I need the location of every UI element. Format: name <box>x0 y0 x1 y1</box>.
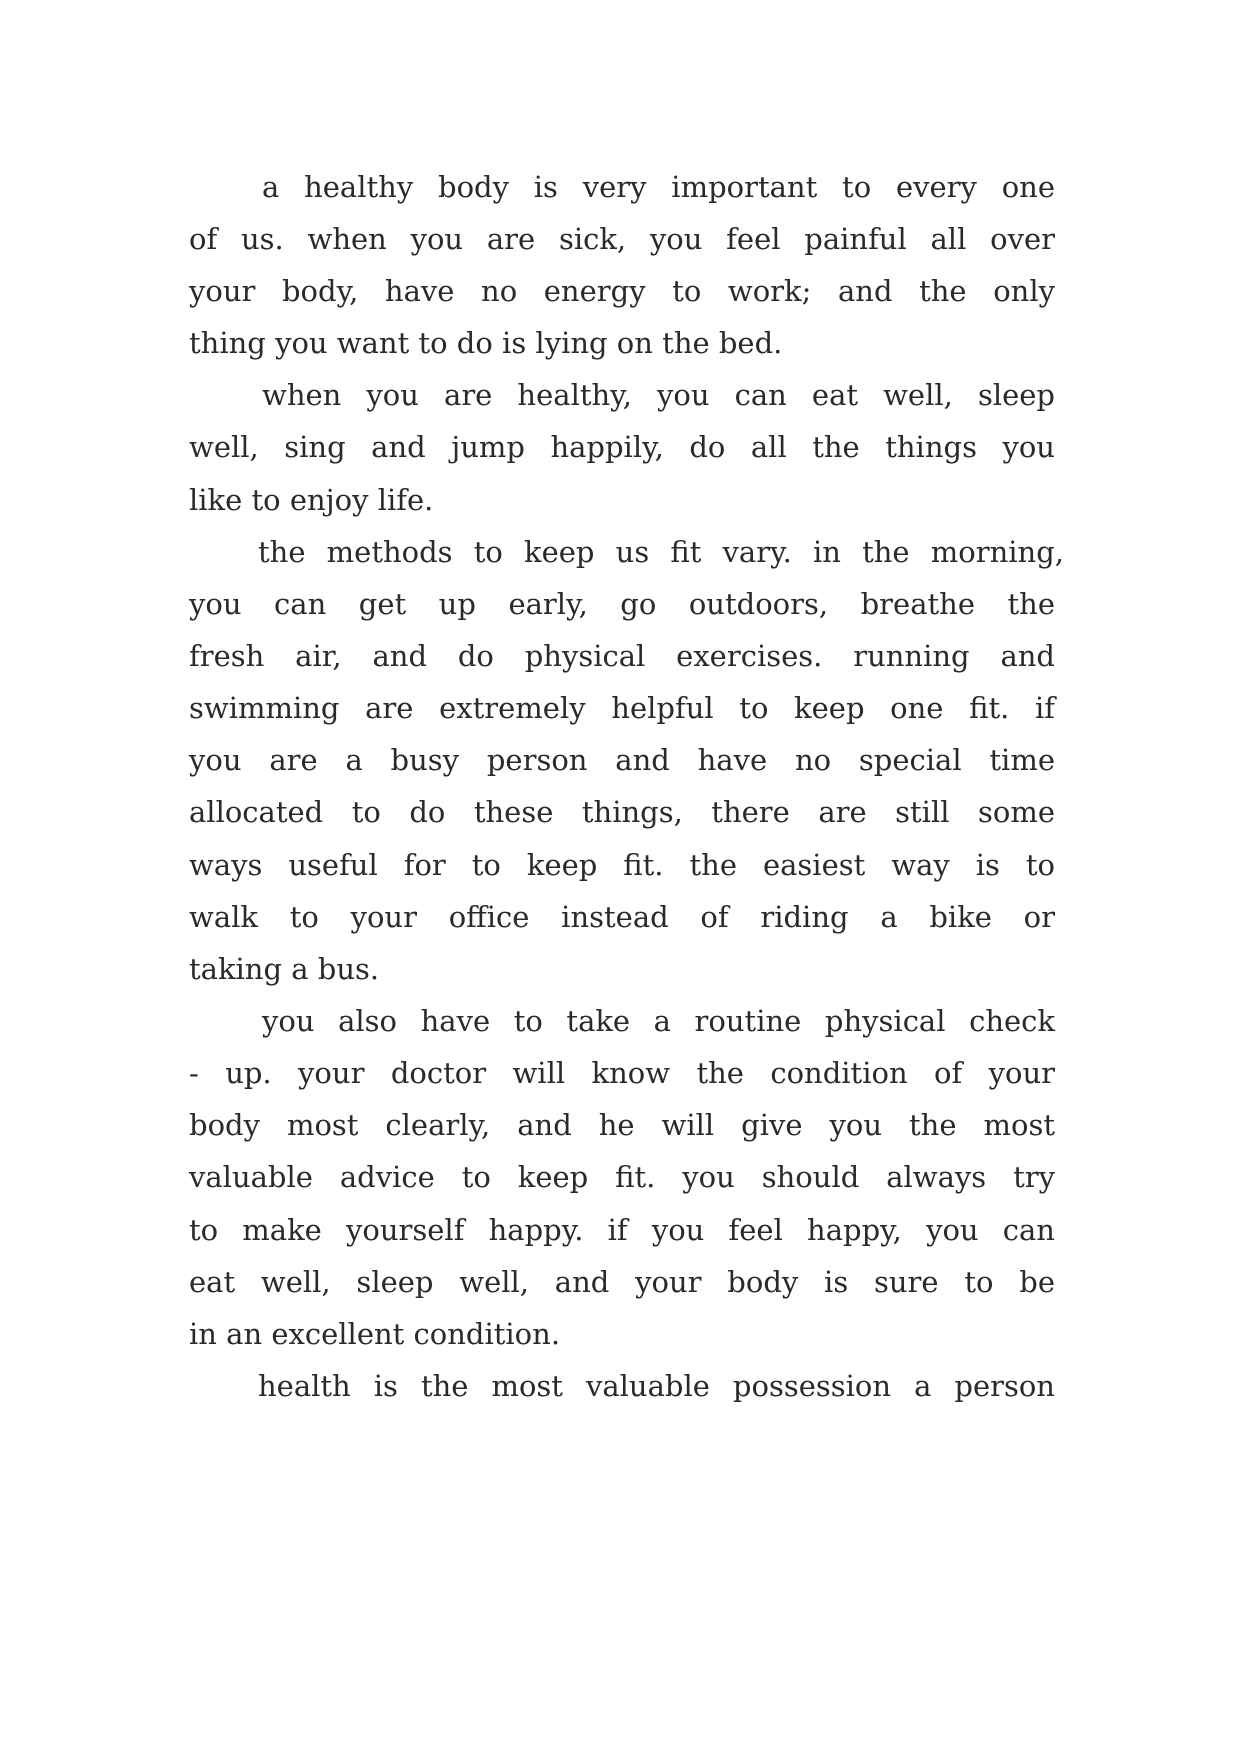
text-line: of us. when you are sick, you feel painful all over <box>189 222 1055 256</box>
text-line: swimming are extremely helpful to keep one fit. if <box>189 691 1055 725</box>
text-line: fresh air, and do physical exercises. running and <box>189 639 1055 673</box>
text-line: ways useful for to keep fit. the easiest way is to <box>189 848 1055 882</box>
text-line: allocated to do these things, there are still some <box>189 795 1055 829</box>
text-line: you are a busy person and have no special time <box>189 743 1055 777</box>
text-line: taking a bus. <box>189 952 380 986</box>
text-line: your body, have no energy to work; and the only <box>189 274 1055 308</box>
text-line: well, sing and jump happily, do all the things you <box>189 430 1055 464</box>
text-line: walk to your office instead of riding a bike or <box>189 900 1055 934</box>
text-line: valuable advice to keep fit. you should always try <box>189 1160 1055 1194</box>
text-line: - up. your doctor will know the condition of your <box>189 1056 1055 1090</box>
text-line: when you are healthy, you can eat well, sleep <box>262 378 1055 412</box>
text-line: eat well, sleep well, and your body is sure to be <box>189 1265 1055 1299</box>
text-line: like to enjoy life. <box>189 483 434 517</box>
text-line: you can get up early, go outdoors, breathe the <box>189 587 1055 621</box>
text-line: in an excellent condition. <box>189 1317 561 1351</box>
text-line: the methods to keep us fit vary. in the morning, <box>258 535 1064 569</box>
text-line: to make yourself happy. if you feel happy, you can <box>189 1213 1055 1247</box>
text-line: body most clearly, and he will give you the most <box>189 1108 1055 1142</box>
text-line: you also have to take a routine physical check <box>262 1004 1055 1038</box>
text-line: health is the most valuable possession a person <box>258 1369 1055 1403</box>
text-line: thing you want to do is lying on the bed. <box>189 326 783 360</box>
text-line: a healthy body is very important to every one <box>262 170 1055 204</box>
